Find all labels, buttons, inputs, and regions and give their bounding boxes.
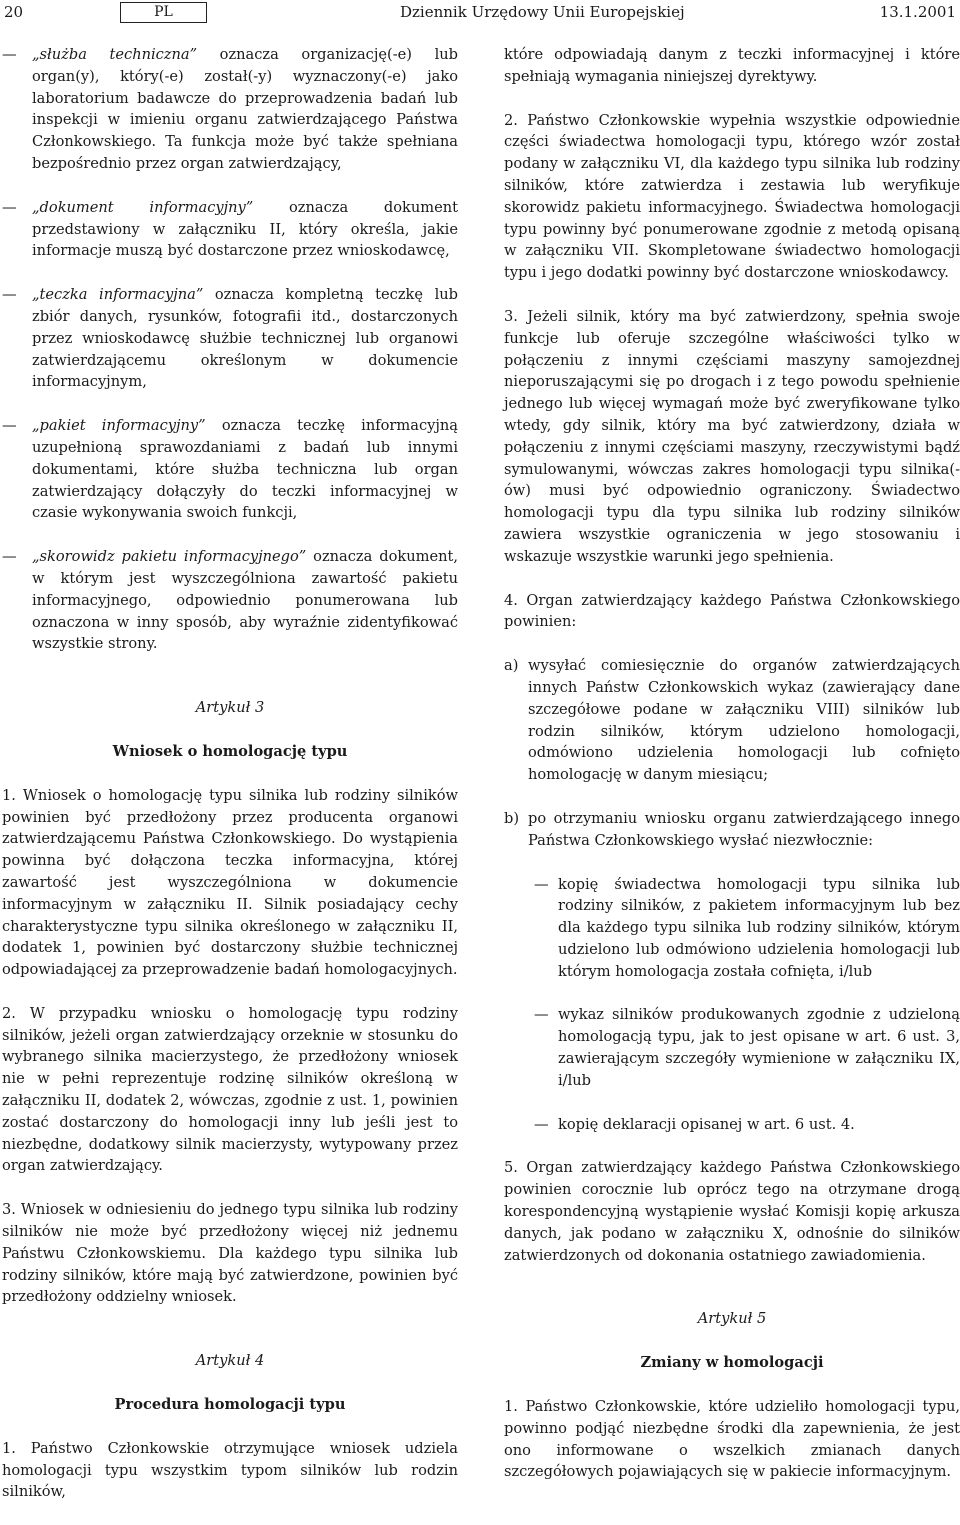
definition-body: oznacza kompletną teczkę lub zbiór danych, rysunków, fotografii itd., dostarczonych przez wnioskodawcę służbie technicznej lub organowi zatwierdzającemu określonym w dokumencie informacyjnym, — [32, 286, 458, 391]
article-paragraph: 1. Państwo Członkowskie, które udzieliło homologacji typu, powinno podjąć niezbędne środki dla zapewnienia, że jest ono informowane o wszelkich zmianach danych szczegółowych pojawiających się w pakiecie informacyjnym. — [504, 1398, 960, 1481]
defined-term: „skorowidz pakietu informacyjnego” — [32, 548, 307, 566]
definition-item — [2, 44, 458, 175]
article-paragraph: 4. Organ zatwierdzający każdego Państwa Członkowskiego powinien: — [504, 591, 960, 631]
dash-marker: — — [534, 875, 549, 893]
dash-marker: — — [2, 548, 17, 566]
article-paragraph: 1. Państwo Członkowskie otrzymujące wniosek udziela homologacji typu wszystkim typom silników lub rodzin silników, — [2, 1439, 458, 1501]
list-label: a) — [504, 657, 519, 675]
page-header — [0, 0, 960, 28]
article-number: Artykuł 4 — [195, 1352, 265, 1370]
sub-list-item — [534, 1004, 960, 1091]
list-item — [504, 808, 960, 852]
definition-body: oznacza dokument, w którym jest wyszczególniona zawartość pakietu informacyjnego, odpowiednio ponumerowana lub oznaczona w inny sposób, aby wyraźnie zidentyfikować wszystkie strony. — [32, 548, 458, 653]
article-title: Procedura homologacji typu — [114, 1396, 346, 1414]
definition-item — [2, 546, 458, 655]
right-column — [504, 44, 960, 1505]
continued-paragraph: które odpowiadają danym z teczki informacyjnej i które spełniają wymagania niniejszej dyrektywy. — [504, 46, 960, 85]
definition-text — [32, 197, 458, 262]
defined-term: „dokument informacyjny” — [32, 198, 254, 216]
page-number: 20 — [4, 3, 24, 21]
article-paragraph: 2. W przypadku wniosku o homologację typu rodziny silników, jeżeli organ zatwierdzający orzeknie w stosunku do wybranego silnika macierzystego, że przedłożony wniosek nie w pełni reprezentuje rodzinę silników określoną w załączniku II, dodatek 2, wówczas, zgodnie z ust. 1, powinien zostać dostarczony do homologacji inny lub jeśli jest to niezbędne, dodatkowy silnik macierzysty, wytypowany przez organ zatwierdzający. — [2, 1004, 458, 1175]
article-paragraph: 2. Państwo Członkowskie wypełnia wszystkie odpowiednie części świadectwa homologacji typu, którego wzór został podany w załączniku VI, dla każdego typu silnika lub rodziny silników, które zatwierdza i zestawia lub weryfikuje skorowidz pakietu informacyjnego. Świadectwa homologacji typu powinny być ponumerowane zgodnie z metodą opisaną w załączniku VII. Skompletowane świadectwo homologacji typu i jego dodatki powinny być dostarczone wnioskodawcy. — [504, 111, 960, 282]
article-paragraph: 3. Jeżeli silnik, który ma być zatwierdzony, spełnia swoje funkcje lub oferuje szczególne właściwości tylko w połączeniu z innymi częściami maszyny samojezdnej nieporuszającymi się po drogach i z tego powodu spełnienie jednego lub więcej wymagań może być zweryfikowane tylko wtedy, gdy silnik, który ma być zatwierdzony, działa w połączeniu z innymi częściami maszyny, rzeczywistymi bądź symulowanymi, wówczas zakres homologacji typu silnika(-ów) musi być odpowiednio ograniczony. Świadectwo homologacji typu dla typu silnika lub rodziny silników zawiera wszystkie ograniczenia w jego stosowaniu i wskazuje wszystkie warunki jego spełnienia. — [504, 307, 960, 565]
defined-term: „służba techniczna” — [32, 46, 198, 63]
article-paragraph: 1. Wniosek o homologację typu silnika lub rodziny silników powinien być przedłożony przez producenta organowi zatwierdzającemu Państwa Członkowskiego. Do wystąpienia powinna być dołączona teczka informacyjna, której zawartość jest wyszczególniona w dokumencie informacyjnym w załączniku II. Silnik posiadający cechy charakterystyczne typu silnika określonego w załączniku II, dodatek 1, powinien być dostarczony służbie technicznej odpowiadającej za przeprowadzenie badań homologacyjnych. — [2, 786, 458, 979]
dash-marker: — — [534, 1115, 549, 1133]
defined-term: „pakiet informacyjny” — [32, 417, 206, 435]
definition-body: oznacza teczkę informacyjną uzupełnioną sprawozdaniami z badań lub innymi dokumentami, które służba techniczna lub organ zatwierdzający dołączyły do teczki informacyjnej w czasie wykonywania swoich funkcji, — [32, 417, 458, 522]
issue-date: 13.1.2001 — [879, 3, 956, 21]
list-label: b) — [504, 809, 520, 827]
article-paragraph: 3. Wniosek w odniesieniu do jednego typu silnika lub rodziny silników nie może być przedłożony więcej niż jednemu Państwu Członkowskiemu. Dla każdego typu silnika lub rodziny silników, które mają być zatwierdzone, powinien być przedłożony oddzielny wniosek. — [2, 1201, 458, 1306]
definition-body: oznacza organizację(-e) lub organ(y), który(-e) został(-y) wyznaczony(-e) jako laboratorium badawcze do przeprowadzenia badań lub inspekcji w imieniu organu zatwierdzającego Państwa Członkowskiego. Ta funkcja może być także spełniana bezpośrednio przez organ zatwierdzający, — [32, 46, 458, 172]
definition-text — [32, 546, 458, 655]
article-title: Zmiany w homologacji — [640, 1354, 824, 1372]
sub-list-item — [534, 874, 960, 983]
list-item — [504, 655, 960, 786]
list-text: wysyłać comiesięcznie do organów zatwierdzających innych Państw Członkowskich wykaz (zawierający dane szczegółowe podane w załączniku VIII) silników lub rodzin silników, którym udzielono homologacji, odmówiono udzielenia homologacji lub cofnięto homologację w danym miesiącu; — [528, 657, 960, 784]
dash-marker: — — [534, 1006, 549, 1024]
definition-body: oznacza dokument przedstawiony w załączniku II, który określa, jakie informacje muszą być dostarczone przez wnioskodawcę, — [32, 198, 459, 260]
defined-term: „teczka informacyjna” — [32, 286, 204, 304]
article-number: Artykuł 5 — [697, 1310, 767, 1328]
definition-item — [2, 284, 458, 393]
definition-item — [2, 197, 458, 262]
sub-list-text: kopię deklaracji opisanej w art. 6 ust. 4. — [558, 1115, 855, 1133]
definition-text — [32, 44, 458, 175]
article-title: Wniosek o homologację typu — [112, 742, 348, 760]
dash-marker: — — [2, 198, 17, 216]
left-column — [2, 44, 458, 1525]
definition-item — [2, 415, 458, 524]
sub-list-text: wykaz silników produkowanych zgodnie z udzieloną homologacją typu, jak to jest opisane w art. 6 ust. 3, zawierającym szczegóły wymienione w załączniku IX, i/lub — [558, 1006, 960, 1089]
dash-marker: — — [2, 417, 17, 435]
journal-title: Dziennik Urzędowy Unii Europejskiej — [400, 3, 685, 21]
article-number: Artykuł 3 — [195, 699, 265, 717]
language-badge: PL — [120, 2, 207, 23]
dash-marker: — — [2, 286, 17, 304]
article-paragraph: 5. Organ zatwierdzający każdego Państwa Członkowskiego powinien corocznie lub oprócz tego na otrzymane drogą korespondencyjną wystąpienie wysłać Komisji kopię arkusza danych, jak podano w załączniku X, odnośnie do silników zatwierdzonych od dokonania ostatniego zawiadomienia. — [504, 1159, 960, 1264]
sub-list-item — [534, 1114, 960, 1136]
dash-marker: — — [2, 46, 17, 63]
sub-list-text: kopię świadectwa homologacji typu silnika lub rodziny silników, z pakietem informacyjnym lub bez dla każdego typu silnika lub rodziny silników, którym udzielono lub odmówiono udzielenia homologacji lub którym homologacja została cofnięta, i/lub — [558, 875, 960, 980]
definition-text — [32, 415, 458, 524]
definition-text — [32, 284, 458, 393]
list-text: po otrzymaniu wniosku organu zatwierdzającego innego Państwa Członkowskiego wysłać niezwłocznie: — [528, 809, 960, 849]
